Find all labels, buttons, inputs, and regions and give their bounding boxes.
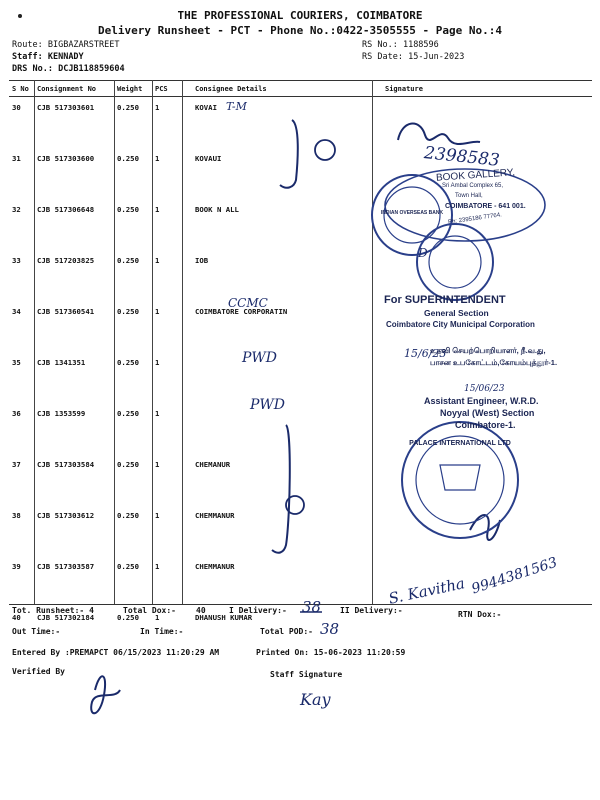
verified-by: Verified By — [12, 667, 65, 676]
cell-weight: 0.250 — [117, 307, 139, 316]
cell-consignment: CJB 1341351 — [37, 358, 86, 367]
cell-consignee: KOVAI — [195, 103, 217, 112]
col-consignment: Consignment No — [34, 81, 114, 97]
cell-weight: 0.250 — [117, 460, 139, 469]
out-time-label: Out Time:- — [12, 627, 61, 636]
stamp-date-1: 15/6/23 — [404, 347, 447, 360]
iob-stamp-text: INDIAN OVERSEAS BANK — [380, 210, 444, 216]
i-delivery-hand: 38 — [302, 598, 322, 616]
cell-pcs: 1 — [155, 205, 160, 214]
cell-weight: 0.250 — [117, 613, 139, 622]
cell-consignee: DHANUSH KUMAR — [195, 613, 253, 622]
col-weight: Weight — [114, 81, 152, 97]
cell-pcs: 1 — [155, 358, 160, 367]
total-pod-hand: 38 — [320, 620, 340, 638]
bracket-stroke — [280, 120, 298, 188]
cell-pcs: 1 — [155, 103, 160, 112]
tot-runsheet: Tot. Runsheet:- 4 — [12, 606, 94, 615]
verified-signature — [91, 676, 120, 713]
cell-sno: 39 — [12, 562, 21, 571]
cell-pcs: 1 — [155, 256, 160, 265]
row34-note: CCMC — [228, 296, 268, 310]
cell-sno: 37 — [12, 460, 21, 469]
cell-consignee: KOVAUI — [195, 154, 222, 163]
palace-stamp-inner — [416, 436, 504, 524]
cell-sno: 36 — [12, 409, 21, 418]
cell-sno: 30 — [12, 103, 21, 112]
tamil-line-2: பாசன உபகோட்டம்,கோயம்புத்தூர்-1. — [430, 358, 558, 367]
cell-weight: 0.250 — [117, 562, 139, 571]
staff-label: Staff: — [12, 52, 43, 62]
route-value: BIGBAZARSTREET — [47, 40, 120, 50]
cell-consignee: CHEMANUR — [195, 460, 231, 469]
engineer-line-2: Noyyal (West) Section — [440, 408, 535, 418]
book-stamp-line1: Sri Ambal Complex 65, — [442, 183, 504, 189]
cell-consignment: CJB 517302184 — [37, 613, 95, 622]
route-label: Route: — [12, 40, 43, 50]
row33-note: D — [418, 246, 428, 260]
printed-on: Printed On: 15-06-2023 11:20:59 — [256, 648, 406, 657]
total-dox-label: Total Dox:- — [123, 606, 176, 615]
stamp-date-2: 15/06/23 — [464, 384, 505, 394]
cell-weight: 0.250 — [117, 205, 139, 214]
stamp-emblem — [440, 465, 480, 490]
cell-pcs: 1 — [155, 613, 160, 622]
cell-consignee: COIMBATORE CORPORATIN — [195, 307, 288, 316]
company-title: THE PROFESSIONAL COURIERS, COIMBATORE — [177, 9, 423, 22]
cell-sno: 40 — [12, 613, 21, 622]
cell-consignment: CJB 517303587 — [37, 562, 95, 571]
palace-stamp-text: PALACE INTERNATIONAL LTD — [409, 440, 511, 447]
cell-pcs: 1 — [155, 154, 160, 163]
row40-phone: 9944381563 — [469, 554, 560, 598]
bracket-stroke — [272, 425, 290, 553]
entered-by: Entered By :PREMAPCT 06/15/2023 11:20:29 AM — [12, 648, 220, 657]
row30-note: T-M — [226, 100, 247, 113]
iob-stamp-inner — [429, 236, 481, 288]
book-stamp-line2: Town Hall, — [455, 193, 483, 199]
rs-date-label: RS Date: — [362, 52, 403, 62]
col-consignee: Consignee Details — [192, 81, 382, 97]
book-stamp-line3: COIMBATORE - 641 001. — [445, 203, 526, 210]
ii-delivery-label: II Delivery:- — [340, 606, 403, 615]
staff-signature-label: Staff Signature — [270, 670, 343, 679]
cell-pcs: 1 — [155, 460, 160, 469]
row35-note: PWD — [242, 350, 278, 366]
book-stamp-title: BOOK GALLERY, — [435, 167, 516, 184]
tamil-line-1: உதவி செயற்பொறியாளர், நீ.வ.து, — [430, 346, 546, 355]
cell-weight: 0.250 — [117, 358, 139, 367]
cell-sno: 35 — [12, 358, 21, 367]
total-pod-label: Total POD:- — [260, 627, 313, 636]
rs-no-label: RS No.: — [362, 40, 398, 50]
col-pcs: PCS — [152, 81, 192, 97]
cell-consignment: CJB 517306648 — [37, 205, 95, 214]
cell-weight: 0.250 — [117, 103, 139, 112]
cell-pcs: 1 — [155, 511, 160, 520]
cell-consignee: IOB — [195, 256, 209, 265]
cell-sno: 32 — [12, 205, 21, 214]
runsheet-subtitle: Delivery Runsheet - PCT - Phone No.:0422-3505555 - Page No.:4 — [98, 24, 502, 37]
phone-top: 2398583 — [423, 143, 501, 171]
signature-stroke — [398, 124, 480, 145]
iob-stamp-outer — [417, 224, 493, 300]
cell-weight: 0.250 — [117, 154, 139, 163]
cell-weight: 0.250 — [117, 409, 139, 418]
row40-name: S. Kavitha — [386, 574, 467, 608]
cell-weight: 0.250 — [117, 256, 139, 265]
cell-sno: 31 — [12, 154, 21, 163]
cell-consignment: CJB 517360541 — [37, 307, 95, 316]
rs-date-value: 15-Jun-2023 — [408, 52, 465, 62]
cell-consignment: CJB 517303601 — [37, 103, 95, 112]
staff-value: KENNADY — [47, 52, 84, 62]
superintendent: For SUPERINTENDENT — [384, 294, 506, 306]
cell-consignment: CJB 1353599 — [37, 409, 86, 418]
col-signature: Signature — [382, 81, 592, 97]
col-sno: S No — [9, 81, 34, 97]
engineer-line-3: Coimbatore-1. — [455, 420, 516, 430]
cell-consignment: CJB 517203825 — [37, 256, 95, 265]
book-stamp-phone: Ph: 2395186 77764. — [447, 212, 503, 226]
cell-weight: 0.250 — [117, 511, 139, 520]
cell-sno: 34 — [12, 307, 21, 316]
rtn-dox-label: RTN Dox:- — [458, 610, 502, 619]
cell-pcs: 1 — [155, 562, 160, 571]
total-dox-value: 40 — [196, 606, 206, 615]
cell-consignment: CJB 517303584 — [37, 460, 95, 469]
cell-sno: 33 — [12, 256, 21, 265]
staff-sign: Kay — [300, 690, 331, 709]
drs-value: DCJB118859604 — [58, 64, 125, 74]
corporation: Coimbatore City Municipal Corporation — [386, 320, 535, 329]
cell-pcs: 1 — [155, 307, 160, 316]
cell-consignee: CHEMMANUR — [195, 562, 235, 571]
i-delivery-label: I Delivery:- — [229, 606, 287, 615]
drs-label: DRS No.: — [12, 64, 53, 74]
cell-consignee: BOOK N ALL — [195, 205, 239, 214]
general-section: General Section — [424, 308, 489, 318]
cell-sno: 38 — [12, 511, 21, 520]
engineer-line-1: Assistant Engineer, W.R.D. — [424, 396, 539, 406]
cell-consignee: CHEMMANUR — [195, 511, 235, 520]
in-time-label: In Time:- — [140, 627, 184, 636]
cell-pcs: 1 — [155, 409, 160, 418]
rs-no-value: 1188596 — [402, 40, 439, 50]
cell-consignment: CJB 517303612 — [37, 511, 95, 520]
cell-consignment: CJB 517303600 — [37, 154, 95, 163]
circle-2-mark — [315, 140, 335, 160]
row36-note: PWD — [250, 397, 286, 413]
